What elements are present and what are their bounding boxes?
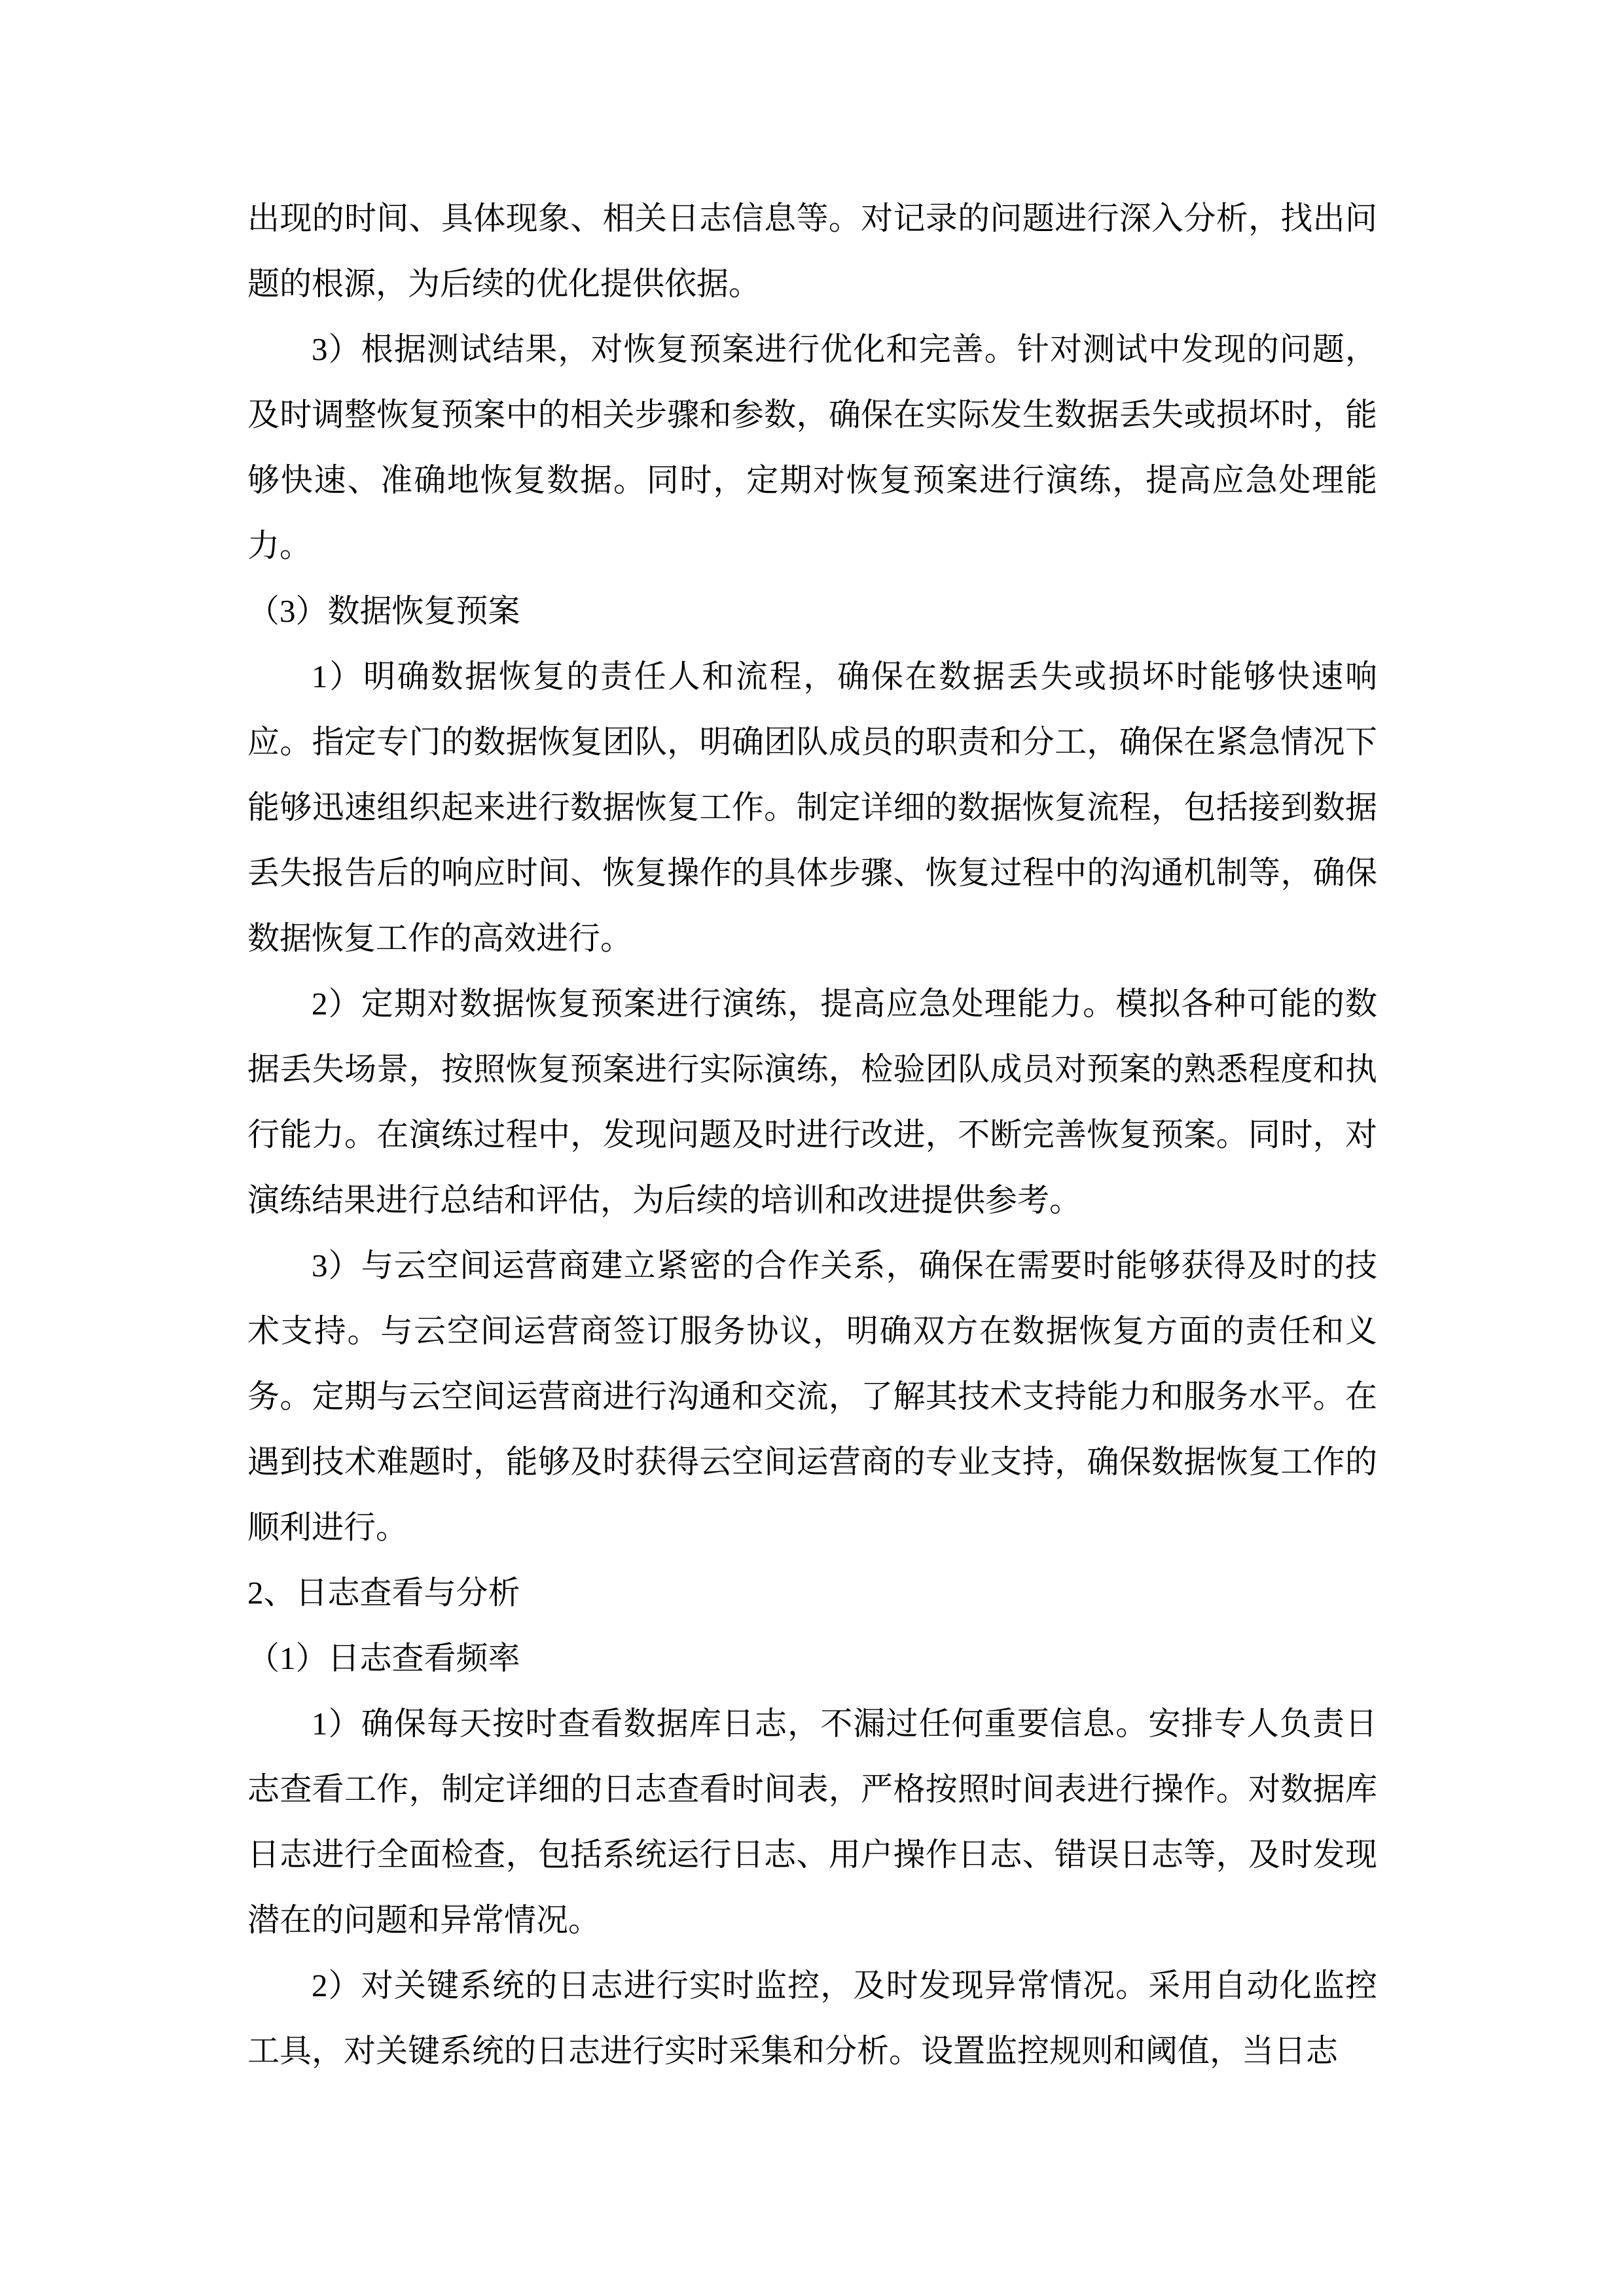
body-paragraph: 1）明确数据恢复的责任人和流程，确保在数据丢失或损坏时能够快速响应。指定专门的数据恢复团队，明确团队成员的职责和分工，确保在紧急情况下能够迅速组织起来进行数据恢复工作。制定详细的数据恢复流程，包括接到数据丢失报告后的响应时间、恢复操作的具体步骤、恢复过程中的沟通机制等，确保数据恢复工作的高效进行。 bbox=[247, 658, 1377, 956]
body-paragraph: 2）定期对数据恢复预案进行演练，提高应急处理能力。模拟各种可能的数据丢失场景，按照恢复预案进行实际演练，检验团队成员对预案的熟悉程度和执行能力。在演练过程中，发现问题及时进行改进，不断完善恢复预案。同时，对演练结果进行总结和评估，为后续的培训和改进提供参考。 bbox=[247, 986, 1377, 1218]
body-paragraph: 3）与云空间运营商建立紧密的合作关系，确保在需要时能够获得及时的技术支持。与云空间运营商签订服务协议，明确双方在数据恢复方面的责任和义务。定期与云空间运营商进行沟通和交流，了解其技术支持能力和服务水平。在遇到技术难题时，能够及时获得云空间运营商的专业支持，确保数据恢复工作的顺利进行。 bbox=[247, 1247, 1377, 1545]
body-paragraph: 3）根据测试结果，对恢复预案进行优化和完善。针对测试中发现的问题，及时调整恢复预案中的相关步骤和参数，确保在实际发生数据丢失或损坏时，能够快速、准确地恢复数据。同时，定期对恢复预案进行演练，提高应急处理能力。 bbox=[247, 331, 1377, 564]
document-body bbox=[247, 186, 1377, 2084]
section-heading: （3）数据恢复预案 bbox=[247, 593, 520, 629]
section-heading: 2、日志查看与分析 bbox=[247, 1575, 520, 1611]
body-paragraph: 2）对关键系统的日志进行实时监控，及时发现异常情况。采用自动化监控工具，对关键系统的日志进行实时采集和分析。设置监控规则和阈值，当日志 bbox=[247, 1967, 1377, 2069]
body-paragraph: 1）确保每天按时查看数据库日志，不漏过任何重要信息。安排专人负责日志查看工作，制定详细的日志查看时间表，严格按照时间表进行操作。对数据库日志进行全面检查，包括系统运行日志、用户操作日志、错误日志等，及时发现潜在的问题和异常情况。 bbox=[247, 1706, 1377, 1938]
section-heading: （1）日志查看频率 bbox=[247, 1640, 520, 1676]
body-paragraph: 出现的时间、具体现象、相关日志信息等。对记录的问题进行深入分析，找出问题的根源，为后续的优化提供依据。 bbox=[247, 200, 1377, 302]
